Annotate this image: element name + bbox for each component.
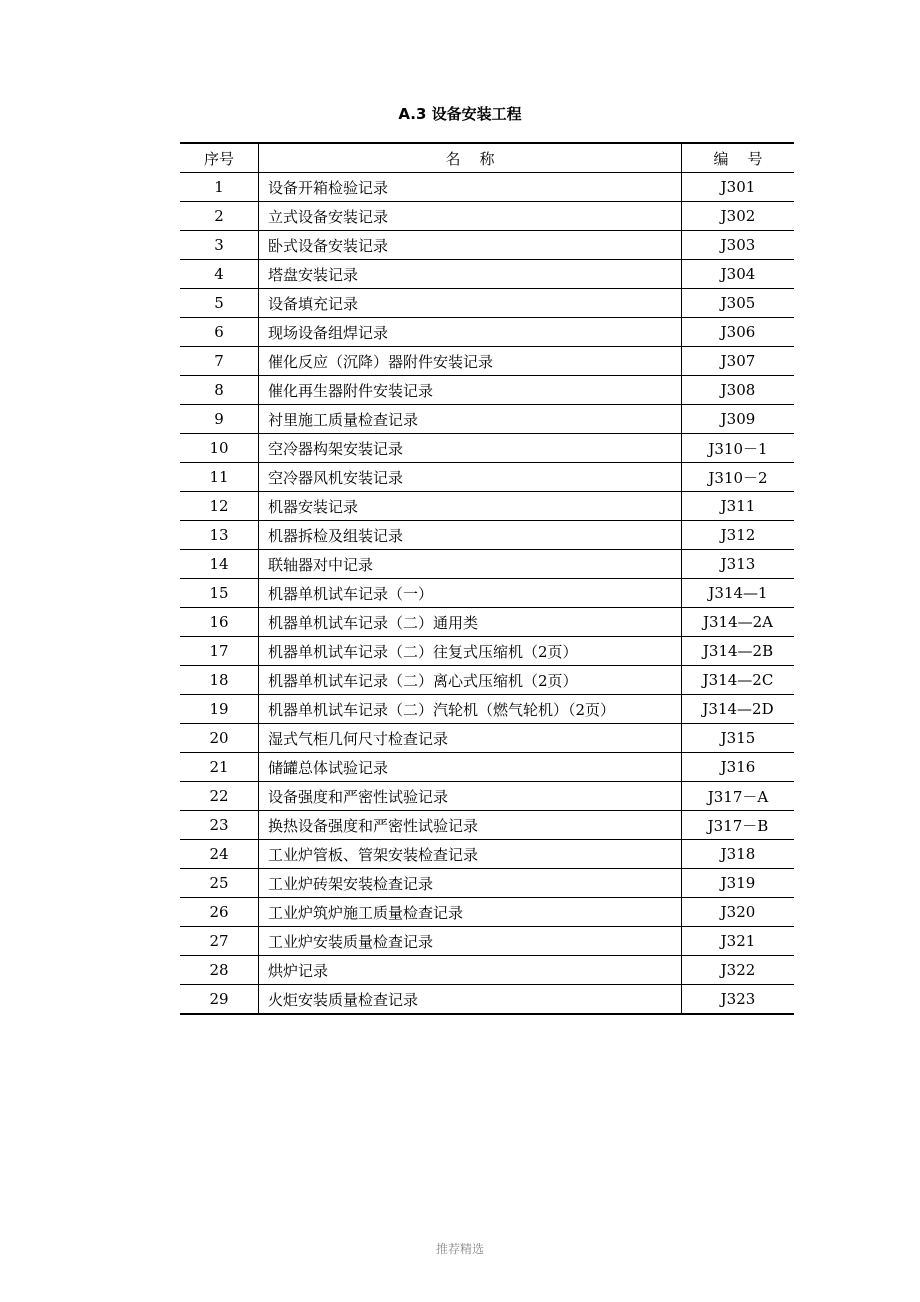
table-row: [180, 782, 794, 811]
table-row: [180, 753, 794, 782]
table-row: [180, 231, 794, 260]
table-row: [180, 985, 794, 1015]
row-number: 8: [180, 376, 259, 405]
row-code: J313: [682, 550, 795, 579]
table-row: [180, 318, 794, 347]
row-number: 16: [180, 608, 259, 637]
row-code: J318: [682, 840, 795, 869]
table-row: [180, 869, 794, 898]
row-name: 换热设备强度和严密性试验记录: [259, 811, 682, 840]
page-title: A.3 设备安装工程: [398, 105, 522, 123]
row-number: 21: [180, 753, 259, 782]
row-code: J316: [682, 753, 795, 782]
table-row: [180, 260, 794, 289]
table-row: [180, 550, 794, 579]
table-row: [180, 202, 794, 231]
row-code: J309: [682, 405, 795, 434]
row-number: 9: [180, 405, 259, 434]
row-number: 6: [180, 318, 259, 347]
row-code: J305: [682, 289, 795, 318]
row-code: J314—2B: [682, 637, 795, 666]
table-row: [180, 434, 794, 463]
table-row: [180, 927, 794, 956]
row-code: J319: [682, 869, 795, 898]
row-name: 湿式气柜几何尺寸检查记录: [259, 724, 682, 753]
table-header-row: [180, 143, 794, 173]
table-row: [180, 695, 794, 724]
table-row: [180, 492, 794, 521]
row-code: J312: [682, 521, 795, 550]
row-code: J307: [682, 347, 795, 376]
row-name: 工业炉砖架安装检查记录: [259, 869, 682, 898]
row-code: J303: [682, 231, 795, 260]
row-code: J306: [682, 318, 795, 347]
footer-note: 推荐精选: [435, 1242, 484, 1256]
row-name: 卧式设备安装记录: [259, 231, 682, 260]
row-number: 17: [180, 637, 259, 666]
row-name: 催化反应（沉降）器附件安装记录: [259, 347, 682, 376]
row-number: 22: [180, 782, 259, 811]
row-number: 28: [180, 956, 259, 985]
table-row: [180, 579, 794, 608]
header-no: 序号: [180, 143, 259, 173]
row-code: J321: [682, 927, 795, 956]
row-name: 空冷器构架安装记录: [259, 434, 682, 463]
row-name: 现场设备组焊记录: [259, 318, 682, 347]
row-name: 空冷器风机安装记录: [259, 463, 682, 492]
table-row: [180, 898, 794, 927]
row-number: 3: [180, 231, 259, 260]
row-number: 7: [180, 347, 259, 376]
row-number: 11: [180, 463, 259, 492]
row-name: 工业炉安装质量检查记录: [259, 927, 682, 956]
row-number: 14: [180, 550, 259, 579]
row-name: 工业炉筑炉施工质量检查记录: [259, 898, 682, 927]
table-row: [180, 840, 794, 869]
row-code: J317－A: [682, 782, 795, 811]
records-table: [180, 142, 794, 1015]
row-name: 设备强度和严密性试验记录: [259, 782, 682, 811]
row-code: J314—2D: [682, 695, 795, 724]
table-row: [180, 173, 794, 202]
row-name: 塔盘安装记录: [259, 260, 682, 289]
row-number: 4: [180, 260, 259, 289]
row-code: J323: [682, 985, 795, 1015]
table-row: [180, 608, 794, 637]
row-name: 机器单机试车记录（二）往复式压缩机（2页）: [259, 637, 682, 666]
row-number: 19: [180, 695, 259, 724]
row-name: 机器单机试车记录（一）: [259, 579, 682, 608]
row-number: 18: [180, 666, 259, 695]
row-number: 25: [180, 869, 259, 898]
row-name: 机器单机试车记录（二）通用类: [259, 608, 682, 637]
row-code: J304: [682, 260, 795, 289]
row-number: 15: [180, 579, 259, 608]
table-row: [180, 666, 794, 695]
row-number: 29: [180, 985, 259, 1015]
row-code: J311: [682, 492, 795, 521]
row-name: 催化再生器附件安装记录: [259, 376, 682, 405]
row-code: J314—1: [682, 579, 795, 608]
row-number: 20: [180, 724, 259, 753]
row-name: 机器安装记录: [259, 492, 682, 521]
row-number: 2: [180, 202, 259, 231]
row-code: J322: [682, 956, 795, 985]
row-number: 1: [180, 173, 259, 202]
row-code: J320: [682, 898, 795, 927]
table-row: [180, 521, 794, 550]
row-code: J315: [682, 724, 795, 753]
table-row: [180, 289, 794, 318]
header-name: 名 称: [259, 143, 682, 173]
row-code: J310－1: [682, 434, 795, 463]
table-row: [180, 956, 794, 985]
row-number: 27: [180, 927, 259, 956]
row-name: 衬里施工质量检查记录: [259, 405, 682, 434]
row-number: 13: [180, 521, 259, 550]
row-code: J302: [682, 202, 795, 231]
row-code: J310－2: [682, 463, 795, 492]
row-code: J308: [682, 376, 795, 405]
row-number: 24: [180, 840, 259, 869]
row-name: 立式设备安装记录: [259, 202, 682, 231]
row-name: 机器拆检及组装记录: [259, 521, 682, 550]
row-name: 设备开箱检验记录: [259, 173, 682, 202]
row-name: 机器单机试车记录（二）汽轮机（燃气轮机）（2页）: [259, 695, 682, 724]
table-row: [180, 637, 794, 666]
table-row: [180, 405, 794, 434]
table-row: [180, 811, 794, 840]
row-name: 机器单机试车记录（二）离心式压缩机（2页）: [259, 666, 682, 695]
header-code: 编 号: [682, 143, 795, 173]
row-name: 工业炉管板、管架安装检查记录: [259, 840, 682, 869]
row-code: J314—2A: [682, 608, 795, 637]
row-name: 储罐总体试验记录: [259, 753, 682, 782]
row-number: 5: [180, 289, 259, 318]
row-name: 设备填充记录: [259, 289, 682, 318]
row-code: J317－B: [682, 811, 795, 840]
table-row: [180, 347, 794, 376]
row-name: 联轴器对中记录: [259, 550, 682, 579]
row-number: 12: [180, 492, 259, 521]
row-name: 火炬安装质量检查记录: [259, 985, 682, 1015]
row-number: 23: [180, 811, 259, 840]
row-name: 烘炉记录: [259, 956, 682, 985]
table-row: [180, 724, 794, 753]
table-row: [180, 376, 794, 405]
row-code: J301: [682, 173, 795, 202]
row-number: 26: [180, 898, 259, 927]
row-code: J314—2C: [682, 666, 795, 695]
row-number: 10: [180, 434, 259, 463]
table-row: [180, 463, 794, 492]
